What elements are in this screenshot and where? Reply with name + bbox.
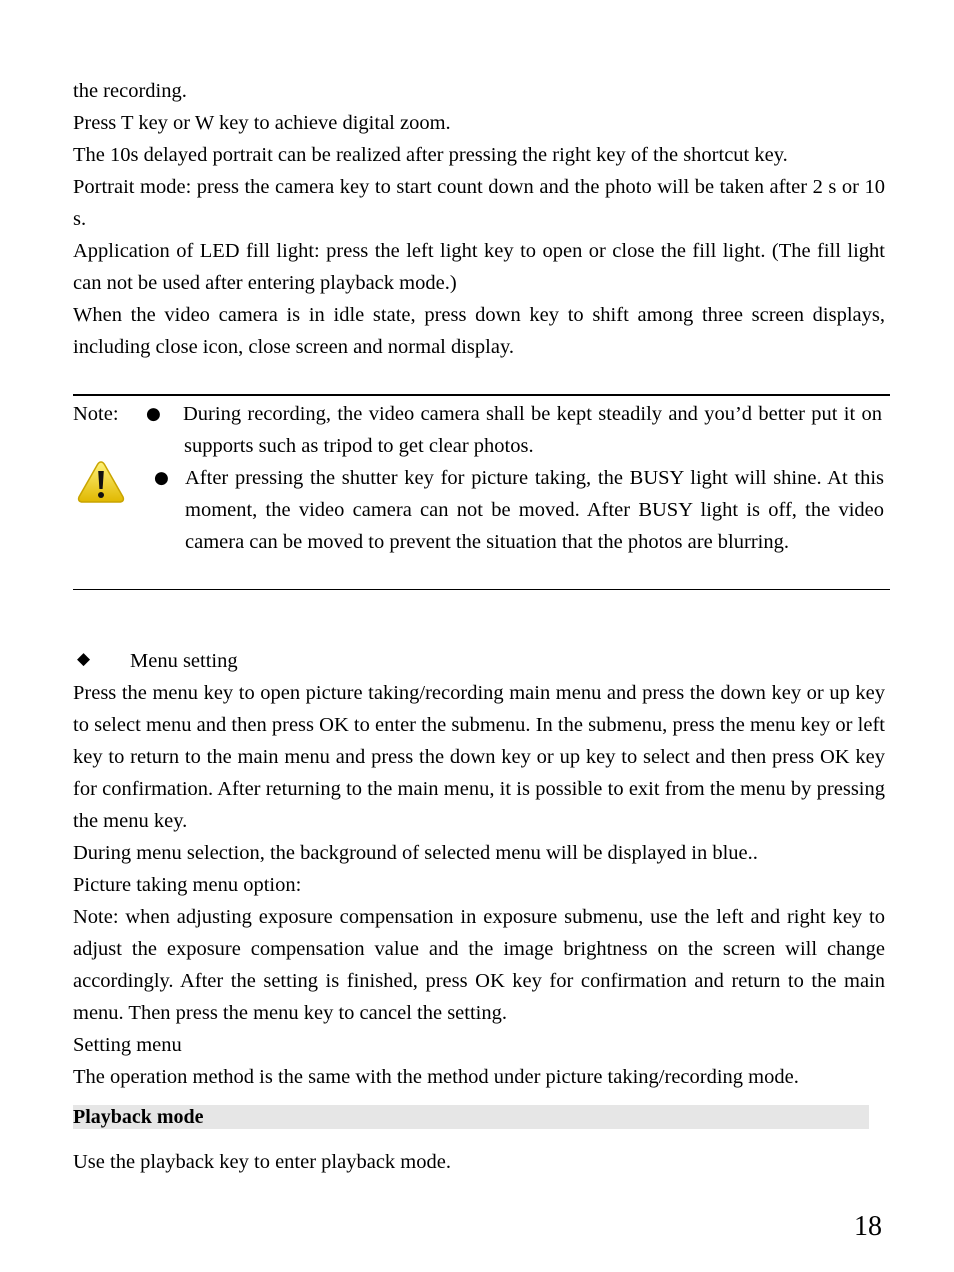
warning-triangle-icon: [76, 459, 126, 505]
paragraph: Portrait mode: press the camera key to start count down and the photo will be taken after 2 s or 10 s.: [73, 176, 885, 230]
note-list-item: [154, 462, 890, 558]
note-list-item: [146, 398, 882, 462]
bullet-dot: ●: [146, 404, 161, 424]
heading-label: Menu setting: [130, 650, 238, 672]
section-heading-bar: [73, 1105, 869, 1129]
page-number: 18: [854, 1211, 882, 1242]
paragraph: the recording.: [73, 80, 187, 102]
paragraph: When the video camera is in idle state, press down key to shift among three screen displays, including close icon, close screen and normal display.: [73, 304, 885, 358]
paragraph: Press the menu key to open picture taking/recording main menu and press the down key or up key to select menu and then press OK to enter the submenu. In the submenu, press the menu key or left key to return to the main menu and press the down key or up key to select and then press OK key for confirmation. After returning to the main menu, it is possible to exit from the menu by pressing the menu key.: [73, 682, 885, 832]
paragraph: Note: when adjusting exposure compensation in exposure submenu, use the left and right key to adjust the exposure compensation value and the image brightness on the screen will change accordingly. After the setting is finished, press OK key for confirmation and return to the main menu. Then press the menu key to cancel the setting.: [73, 906, 885, 1024]
paragraph: During menu selection, the background of selected menu will be displayed in blue..: [73, 842, 758, 864]
note-box: [73, 394, 890, 590]
document-page: [73, 75, 885, 1178]
menu-setting-heading: [73, 645, 885, 677]
note-item-text: After pressing the shutter key for picture taking, the BUSY light will shine. At this moment, the video camera can not be moved. After BUSY light is off, the video camera can be moved to prevent the situation that the photos are blurring.: [185, 467, 884, 553]
section-title: Playback mode: [73, 1106, 204, 1128]
bullet-dot: ●: [154, 468, 169, 488]
paragraph: Application of LED fill light: press the left light key to open or close the fill light. (The fill light can not be used after entering playback mode.): [73, 240, 885, 294]
paragraph: The operation method is the same with the method under picture taking/recording mode.: [73, 1066, 799, 1088]
paragraph: Picture taking menu option:: [73, 874, 302, 896]
paragraph: Use the playback key to enter playback mode.: [73, 1151, 451, 1173]
diamond-bullet-icon: ◆: [77, 649, 91, 669]
paragraph: Press T key or W key to achieve digital zoom.: [73, 112, 451, 134]
paragraph: The 10s delayed portrait can be realized after pressing the right key of the shortcut key.: [73, 144, 788, 166]
paragraph: Setting menu: [73, 1034, 182, 1056]
note-item-text: During recording, the video camera shall be kept steadily and you’d better put it on supports such as tripod to get clear photos.: [183, 403, 882, 457]
note-label: Note:: [73, 403, 119, 425]
